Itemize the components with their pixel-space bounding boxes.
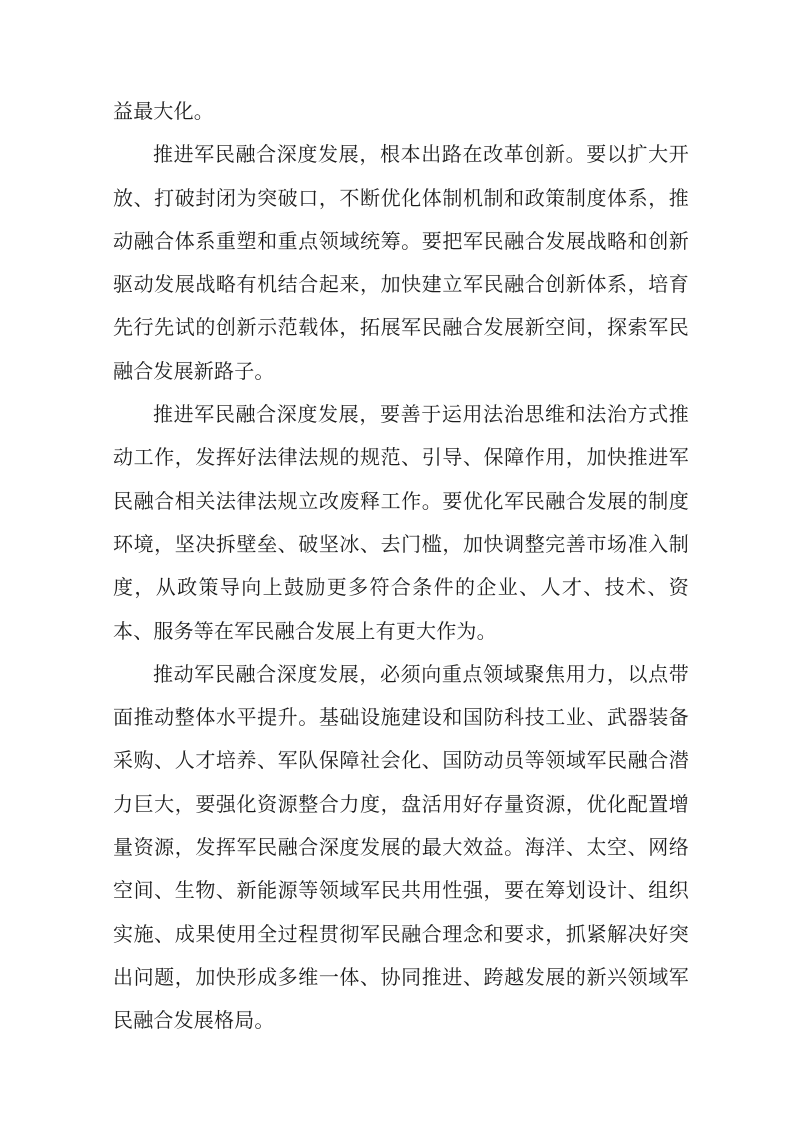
paragraph-key-areas: 推动军民融合深度发展，必须向重点领域聚焦用力，以点带面推动整体水平提升。基础设施建设和国防科技工业、武器装备采购、人才培养、军队保障社会化、国防动员等领域军民融合潜力巨大，要强化资源整合力度，盘活用好存量资源，优化配置增量资源，发挥军民融合深度发展的最大效益。海洋、太空、网络空间、生物、新能源等领域军民共用性强，要在筹划设计、组织实施、成果使用全过程贯彻军民融合理念和要求，抓紧解决好突出问题，加快形成多维一体、协同推进、跨越发展的新兴领域军民融合发展格局。 bbox=[113, 663, 689, 1033]
paragraph-reform-innovation: 推进军民融合深度发展，根本出路在改革创新。要以扩大开放、打破封闭为突破口，不断优化体制机制和政策制度体系，推动融合体系重塑和重点领域统筹。要把军民融合发展战略和创新驱动发展战略有机结合起来，加快建立军民融合创新体系，培育先行先试的创新示范载体，拓展军民融合发展新空间，探索军民融合发展新路子。 bbox=[113, 144, 689, 383]
paragraph-continuation: 益最大化。 bbox=[113, 101, 214, 123]
paragraph-rule-of-law: 推进军民融合深度发展，要善于运用法治思维和法治方式推动工作，发挥好法律法规的规范、引导、保障作用，加快推进军民融合相关法律法规立改废释工作。要优化军民融合发展的制度环境，坚决拆壁垒、破坚冰、去门槛，加快调整完善市场准入制度，从政策导向上鼓励更多符合条件的企业、人才、技术、资本、服务等在军民融合发展上有更大作为。 bbox=[113, 404, 689, 643]
document-body-text bbox=[113, 91, 689, 1044]
